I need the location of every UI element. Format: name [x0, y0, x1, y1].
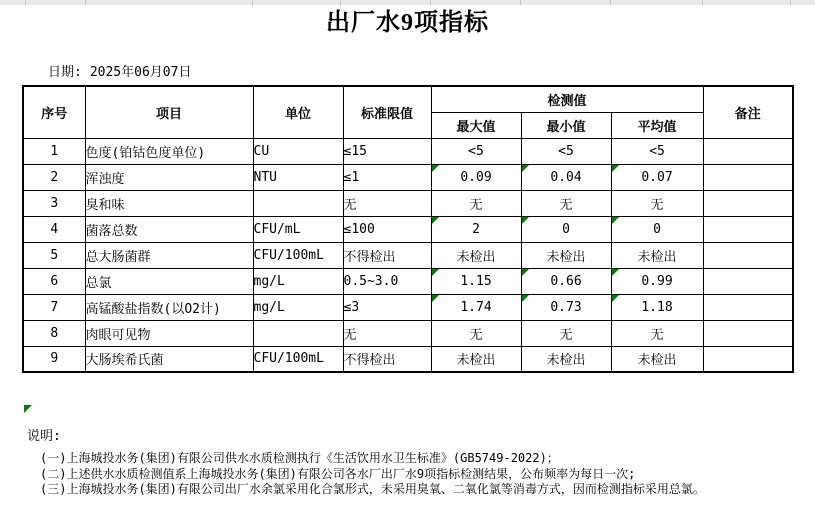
cell-max: 无 — [431, 320, 521, 346]
cell-max: <5 — [431, 138, 521, 164]
cell-limit: 无 — [343, 190, 431, 216]
table-header — [23, 86, 793, 138]
cell-unit: CFU/100mL — [253, 242, 343, 268]
cell-avg: 无 — [611, 320, 703, 346]
cell-remark — [703, 294, 793, 320]
cell-item: 肉眼可见物 — [85, 320, 253, 346]
cell-item: 色度(铂钴色度单位) — [85, 138, 253, 164]
note-line-2: (二)上述供水水质检测值系上海城投水务(集团)有限公司各水厂出厂水9项指标检测结果，公布频率为每日一次; — [40, 466, 636, 481]
cell-avg: <5 — [611, 138, 703, 164]
cell-index: 7 — [23, 294, 85, 320]
cell-avg: 未检出 — [611, 346, 703, 372]
cell-max: 无 — [431, 190, 521, 216]
notes-label: 说明: — [27, 429, 61, 444]
cell-remark — [703, 268, 793, 294]
cell-max: 0.09 — [431, 164, 521, 190]
col-header-avg: 平均值 — [611, 112, 703, 138]
cell-max: 1.15 — [431, 268, 521, 294]
table-row — [23, 294, 793, 320]
cell-min: 0.73 — [521, 294, 611, 320]
table-row — [23, 268, 793, 294]
cell-limit: 无 — [343, 320, 431, 346]
cell-remark — [703, 346, 793, 372]
cell-index: 9 — [23, 346, 85, 372]
cell-max: 未检出 — [431, 242, 521, 268]
cell-min: 0 — [521, 216, 611, 242]
cell-remark — [703, 138, 793, 164]
table-row — [23, 242, 793, 268]
col-header-remark: 备注 — [703, 86, 793, 138]
cell-limit: 不得检出 — [343, 242, 431, 268]
cell-unit: mg/L — [253, 268, 343, 294]
cell-avg: 1.18 — [611, 294, 703, 320]
cell-item: 高锰酸盐指数(以O2计) — [85, 294, 253, 320]
cell-index: 5 — [23, 242, 85, 268]
table-row — [23, 216, 793, 242]
col-header-unit: 单位 — [253, 86, 343, 138]
cell-limit: ≤100 — [343, 216, 431, 242]
indicators-table — [22, 85, 794, 373]
cell-remark — [703, 164, 793, 190]
cell-index: 4 — [23, 216, 85, 242]
date-label: 日期: — [48, 65, 82, 80]
col-header-index: 序号 — [23, 86, 85, 138]
table-row — [23, 346, 793, 372]
col-header-limit: 标准限值 — [343, 86, 431, 138]
cell-item: 菌落总数 — [85, 216, 253, 242]
cell-avg: 未检出 — [611, 242, 703, 268]
cell-item: 大肠埃希氏菌 — [85, 346, 253, 372]
cell-remark — [703, 320, 793, 346]
flag-triangle-icon — [24, 405, 32, 413]
cell-unit: CU — [253, 138, 343, 164]
cell-unit: CFU/100mL — [253, 346, 343, 372]
date-line — [48, 61, 191, 80]
cell-unit: NTU — [253, 164, 343, 190]
table-body — [23, 138, 793, 372]
notes-block — [40, 451, 705, 498]
col-header-detection: 检测值 — [431, 86, 703, 112]
cell-min: 0.66 — [521, 268, 611, 294]
date-value: 2025年06月07日 — [89, 65, 192, 80]
cell-unit: mg/L — [253, 294, 343, 320]
cell-unit — [253, 320, 343, 346]
cell-index: 6 — [23, 268, 85, 294]
cell-item: 浑浊度 — [85, 164, 253, 190]
table-row — [23, 138, 793, 164]
cell-index: 2 — [23, 164, 85, 190]
cell-unit: CFU/mL — [253, 216, 343, 242]
cell-min: 无 — [521, 320, 611, 346]
table-row — [23, 164, 793, 190]
cell-avg: 0.99 — [611, 268, 703, 294]
cell-remark — [703, 242, 793, 268]
cell-avg: 0 — [611, 216, 703, 242]
cell-min: 未检出 — [521, 346, 611, 372]
cell-limit: ≤3 — [343, 294, 431, 320]
col-header-max: 最大值 — [431, 112, 521, 138]
cell-limit: 不得检出 — [343, 346, 431, 372]
cell-max: 1.74 — [431, 294, 521, 320]
cell-max: 未检出 — [431, 346, 521, 372]
cell-avg: 0.07 — [611, 164, 703, 190]
cell-unit — [253, 190, 343, 216]
cell-limit: ≤15 — [343, 138, 431, 164]
cell-item: 总大肠菌群 — [85, 242, 253, 268]
cell-max: 2 — [431, 216, 521, 242]
cell-min: 未检出 — [521, 242, 611, 268]
note-line-1: (一)上海城投水务(集团)有限公司供水水质检测执行《生活饮用水卫生标准》(GB5749-2022)； — [40, 451, 559, 465]
page-title: 出厂水9项指标 — [326, 10, 489, 36]
table-row — [23, 320, 793, 346]
cell-min: 无 — [521, 190, 611, 216]
col-header-item: 项目 — [85, 86, 253, 138]
cell-index: 8 — [23, 320, 85, 346]
cell-limit: ≤1 — [343, 164, 431, 190]
cell-index: 1 — [23, 138, 85, 164]
note-line-3: (三)上海城投水务(集团)有限公司出厂水余氯采用化合氯形式，未采用臭氧、二氧化氯等消毒方式，因而检测指标采用总氯。 — [40, 482, 705, 496]
cell-avg: 无 — [611, 190, 703, 216]
cell-limit: 0.5~3.0 — [343, 268, 431, 294]
cell-index: 3 — [23, 190, 85, 216]
cell-remark — [703, 216, 793, 242]
cell-min: 0.04 — [521, 164, 611, 190]
cell-item: 臭和味 — [85, 190, 253, 216]
cell-remark — [703, 190, 793, 216]
cell-item: 总氯 — [85, 268, 253, 294]
table-row — [23, 190, 793, 216]
col-header-min: 最小值 — [521, 112, 611, 138]
cell-min: <5 — [521, 138, 611, 164]
